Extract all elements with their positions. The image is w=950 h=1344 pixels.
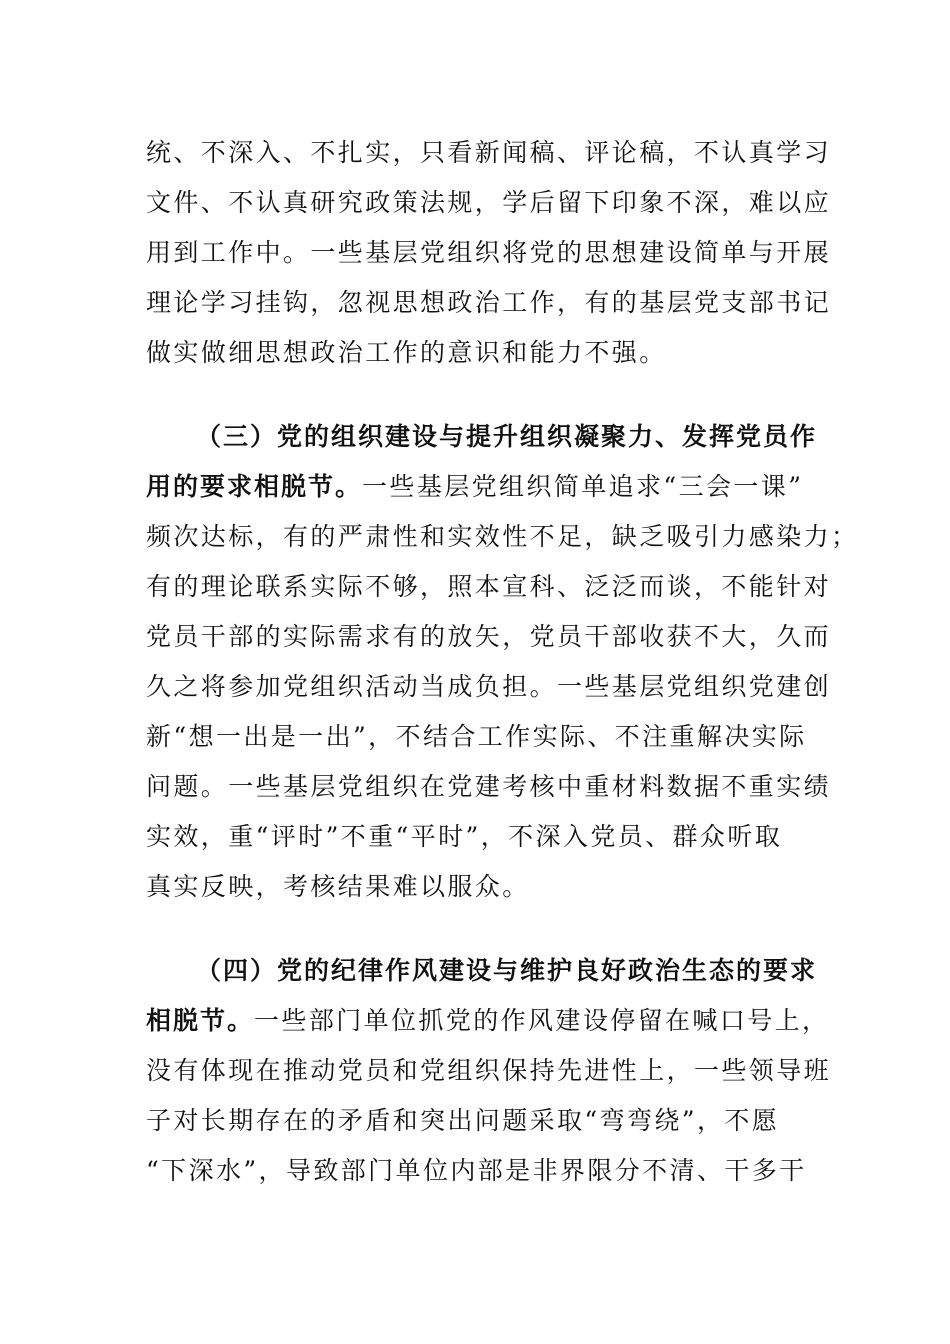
body-text-line: 真实反映，考核结果难以服众。	[146, 872, 530, 901]
body-text-line: 实效，重“评时”不重“平时”，不深入党员、群众听取	[146, 822, 783, 851]
section-4-heading-line-2	[146, 1001, 830, 1041]
body-text-line: 党员干部的实际需求有的放矢，党员干部收获不大，久而	[146, 622, 832, 651]
body-text-line: 文件、不认真研究政策法规，学后留下印象不深，难以应	[146, 188, 832, 217]
body-text-line: 频次达标，有的严肃性和实效性不足，缺乏吸引力感染力；	[146, 522, 859, 551]
body-text-line: 没有体现在推动党员和党组织保持先进性上，一些领导班	[146, 1056, 832, 1085]
body-text-line: 用到工作中。一些基层党组织将党的思想建设简单与开展	[146, 238, 832, 267]
body-text-line: 有的理论联系实际不够，照本宣科、泛泛而谈，不能针对	[146, 572, 832, 601]
body-text-line: 问题。一些基层党组织在党建考核中重材料数据不重实绩	[146, 772, 832, 801]
body-text-line: 子对长期存在的矛盾和突出问题采取“弯弯绕”，不愿	[146, 1106, 780, 1135]
section-3-heading: （三）党的组织建设与提升组织凝聚力、发挥党员作	[196, 422, 818, 451]
section-3-heading-end: 用的要求相脱节。	[146, 472, 363, 501]
body-text-span: 一些基层党组织简单追求“三会一课”	[362, 472, 804, 501]
body-text-line: 久之将参加党组织活动当成负担。一些基层党组织党建创	[146, 672, 832, 701]
section-4-heading: （四）党的纪律作风建设与维护良好政治生态的要求	[196, 956, 818, 985]
section-4-heading-end: 相脱节。	[146, 1006, 255, 1035]
body-text-line: 新“想一出是一出”，不结合工作实际、不注重解决实际	[146, 722, 807, 751]
body-text-line: 做实做细思想政治工作的意识和能力不强。	[146, 338, 667, 367]
section-3-heading-line-2	[146, 467, 806, 507]
body-text-line: 统、不深入、不扎实，只看新闻稿、评论稿，不认真学习	[146, 138, 832, 167]
body-text-line: 理论学习挂钩，忽视思想政治工作，有的基层党支部书记	[146, 288, 832, 317]
body-text-line: “下深水”，导致部门单位内部是非界限分不清、干多干	[146, 1156, 807, 1185]
body-text-span: 一些部门单位抓党的作风建设停留在喊口号上，	[254, 1006, 830, 1035]
